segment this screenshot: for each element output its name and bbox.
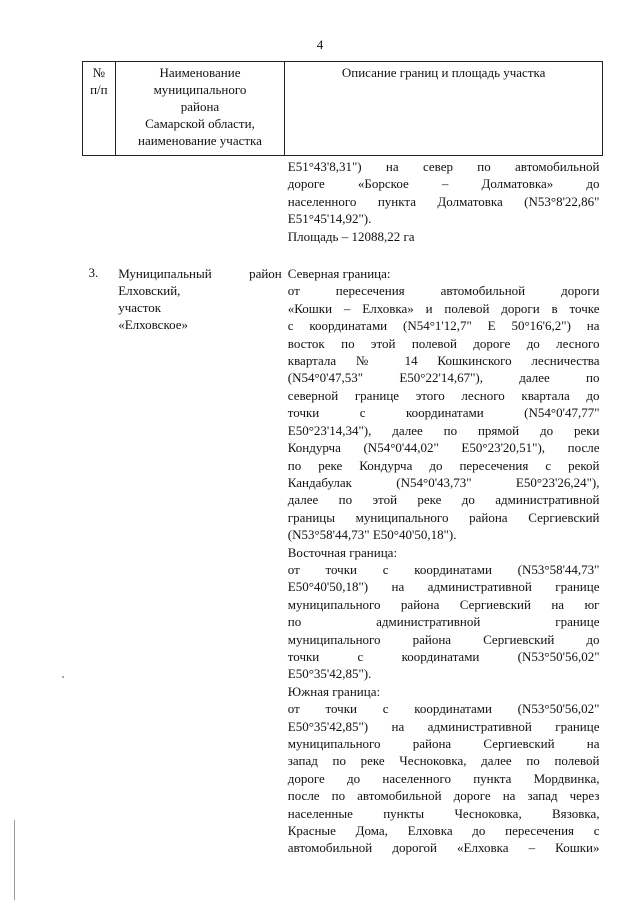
cell-description	[285, 265, 603, 857]
header-district-name	[115, 62, 285, 156]
description-line: населенного пункта Долматовка (N53°8'22,86"	[287, 193, 600, 209]
description-line: (N53°58'44,73" Е50°40'50,18").	[287, 527, 457, 543]
scan-artifact-dot	[62, 676, 64, 678]
description-line: Е51°43'8,31") на север по автомобильной	[287, 159, 600, 174]
header-name-line: района	[180, 99, 220, 114]
description-line: Е50°35'42,85").	[287, 666, 372, 682]
scan-margin-line	[14, 820, 15, 900]
description-line: точки с координатами (N53°50'56,02"	[287, 648, 600, 664]
cell-number	[83, 156, 116, 266]
description-line: (N54°0'47,53" Е50°22'14,67"), далее по	[287, 370, 600, 386]
description-line: муниципального района Сергиевский на юг	[287, 596, 600, 612]
description-line: Кондурча (N54°0'44,02" Е50°23'20,51"), после	[287, 440, 600, 456]
description-line: от точки с координатами (N53°58'44,73"	[287, 561, 600, 577]
name-line: «Елховское»	[118, 317, 189, 333]
header-name-line: наименование участка	[137, 133, 262, 148]
page-number: 4	[316, 37, 324, 52]
header-description	[285, 62, 603, 156]
description-line: Е50°35'42,85") на административной границе	[287, 718, 600, 734]
header-name-line: Самарской области,	[145, 116, 255, 131]
description-line: населенные пункты Чесноковка, Вязовка,	[287, 805, 600, 821]
description-line: точки с координатами (N54°0'47,77"	[287, 405, 600, 421]
header-name-line: Наименование	[159, 65, 241, 80]
boundary-table	[82, 61, 603, 857]
description-line: муниципального района Сергиевский на	[287, 736, 600, 751]
cell-name	[115, 265, 285, 857]
name-line: участок	[118, 300, 162, 316]
description-line: по административной границе	[287, 614, 600, 630]
description-line: по реке Кондурча до пересечения с рекой	[287, 457, 600, 473]
description-line: Е51°45'14,92").	[287, 211, 372, 227]
description-line: от пересечения автомобильной дороги	[287, 283, 600, 299]
header-description-text: Описание границ и площадь участка	[341, 65, 546, 80]
description-line: после по автомобильной дороге на запад через	[287, 788, 600, 804]
description-line: дороге до населенного пункта Мордвинка,	[287, 770, 600, 786]
east-boundary-heading: Восточная граница:	[287, 544, 398, 560]
area-line: Площадь – 12088,22 га	[287, 228, 415, 244]
header-number	[83, 62, 116, 156]
description-line: запад по реке Чесноковка, далее по полевой	[287, 753, 600, 769]
description-line: Е50°23'14,34"), далее по прямой до реки	[287, 422, 600, 438]
description-line: северной границе этого лесного квартала до	[287, 387, 600, 403]
description-line: муниципального района Сергиевский до	[287, 631, 600, 647]
description-line: с координатами (N54°1'12,7" Е 50°16'6,2") на	[287, 318, 600, 334]
description-line: восток по этой полевой дороге до лесного	[287, 335, 600, 351]
name-line: Елховский,	[118, 283, 181, 299]
header-number-line: п/п	[90, 82, 108, 97]
table-header-row	[83, 62, 603, 156]
description-line: границы муниципального района Сергиевский	[287, 509, 600, 525]
description-line: Кандабулак (N54°0'43,73" Е50°23'26,24"),	[287, 474, 600, 490]
description-line: от точки с координатами (N53°50'56,02"	[287, 701, 600, 717]
cell-number: 3.	[88, 265, 99, 281]
description-line: «Кошки – Елховка» и полевой дороги в точке	[287, 300, 600, 316]
south-boundary-heading: Южная граница:	[287, 683, 381, 699]
description-line: Е50°40'50,18") на административной границе	[287, 579, 600, 595]
table-row	[83, 156, 603, 266]
header-number-line: №	[92, 65, 106, 80]
table-row	[83, 265, 603, 857]
description-line: Красные Дома, Елховка до пересечения с	[287, 823, 600, 839]
description-line: далее по этой реке до административной	[287, 492, 600, 508]
cell-description	[285, 156, 603, 266]
description-line: автомобильной дорогой «Елховка – Кошки»	[287, 840, 600, 856]
name-line: Муниципальный район	[118, 266, 282, 282]
description-line: дороге «Борское – Долматовка» до	[287, 176, 600, 192]
description-line: квартала № 14 Кошкинского лесничества	[287, 353, 600, 369]
north-boundary-heading: Северная граница:	[287, 266, 391, 282]
cell-name	[115, 156, 285, 266]
header-name-line: муниципального	[153, 82, 247, 97]
